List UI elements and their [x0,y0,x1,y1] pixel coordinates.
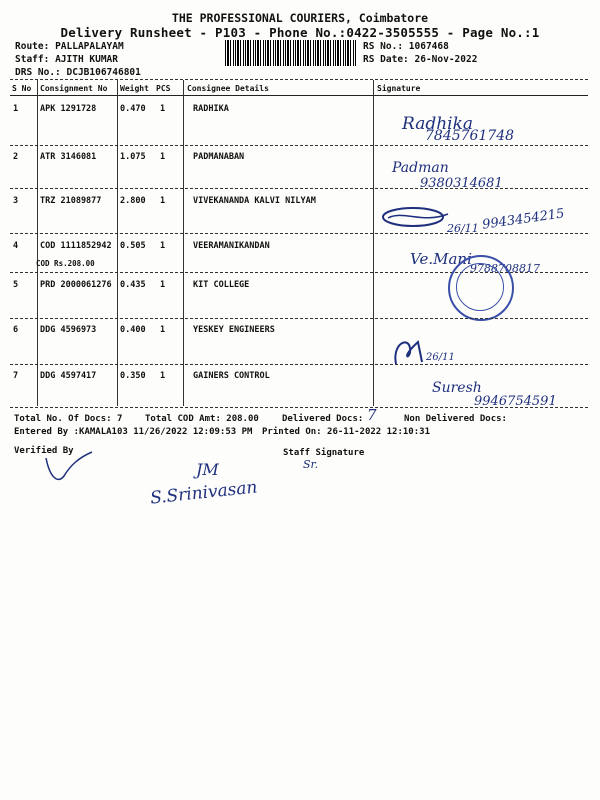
column-divider [183,80,184,406]
row-sno: 4 [13,241,19,251]
route-line [15,41,124,52]
printed-on [262,427,430,437]
staff-line [15,54,118,65]
row-weight: 0.350 [120,371,146,381]
rs-date-label: RS Date: [363,54,409,65]
delivered-docs [282,414,363,424]
row-signature: Suresh [432,380,482,396]
verified-by-label: Verified By [14,446,74,456]
row-signature: 26/11 [447,222,479,235]
row-phone: 9946754591 [474,394,557,409]
row-phone: 9788708817 [470,262,540,275]
non-delivered-docs [404,414,507,424]
row-signature: Radhika [402,114,474,134]
signature-scribble [378,202,458,234]
row-phone: 9380314681 [420,176,503,191]
row-consignment: ATR 3146081 [40,152,97,162]
col-consignee: Consignee Details [187,84,269,93]
row-signature: 26/11 [426,352,455,363]
row-pcs: 1 [160,104,166,114]
row-consignee: VEERAMANIKANDAN [193,241,270,251]
cod-amount-note: COD Rs.208.00 [36,259,95,268]
row-weight: 2.800 [120,196,146,206]
row-separator [10,145,588,146]
col-consignment: Consignment No [40,84,108,93]
rs-no-line [363,41,449,52]
route-label: Route: [15,41,50,52]
verifier-scribble [42,448,94,488]
row-consignee: YESKEY ENGINEERS [193,325,275,335]
runsheet-subtitle: Delivery Runsheet - P103 - Phone No.:0422-3505555 - Page No.:1 [60,25,540,40]
rs-date-value: 26-Nov-2022 [414,54,478,65]
rs-date-line [363,54,477,65]
row-consignee: KIT COLLEGE [193,280,250,290]
rs-no-value: 1067468 [408,41,449,52]
row-separator [10,364,588,365]
delivered-count-handwritten: 7 [367,406,377,424]
non-delivered-label: Non Delivered Docs: [404,414,507,424]
row-consignee: GAINERS CONTROL [193,371,270,381]
row-weight: 0.470 [120,104,146,114]
col-weight: Weight [120,84,149,93]
row-separator [10,233,588,234]
table-top-rule [10,79,588,80]
row-consignee: PADMANABAN [193,152,245,162]
signature-scribble [388,334,428,368]
row-pcs: 1 [160,280,166,290]
row-phone: 7845761748 [425,128,515,144]
staff-value: AJITH KUMAR [55,54,118,65]
col-sno: S No [12,84,32,93]
row-sno: 3 [13,196,19,206]
row-sno: 6 [13,325,19,335]
row-sno: 7 [13,371,19,381]
row-weight: 0.435 [120,280,146,290]
row-weight: 1.075 [120,152,146,162]
table-header-rule [10,95,588,96]
staff-signature-label: Staff Signature [283,448,365,458]
delivered-label: Delivered Docs: [282,414,364,424]
row-sno: 5 [13,280,19,290]
row-consignment: PRD 2000061276 [40,280,112,290]
row-pcs: 1 [160,325,166,335]
row-consignee: RADHIKA [193,104,229,114]
row-separator [10,318,588,319]
row-phone: 9943454215 [481,206,566,233]
row-pcs: 1 [160,196,166,206]
drs-label: DRS No.: [15,67,61,78]
row-sno: 1 [13,104,19,114]
column-divider [37,80,38,406]
row-signature: Ve.Mani [410,250,472,268]
row-consignment: DDG 4596973 [40,325,97,335]
row-consignment: TRZ 21089877 [40,196,102,206]
row-signature: Padman [392,160,449,176]
barcode-image [225,40,357,66]
row-pcs: 1 [160,152,166,162]
row-separator [10,188,588,189]
row-consignee: VIVEKANANDA KALVI NILYAM [193,196,316,206]
row-consignment: APK 1291728 [40,104,97,114]
entered-by-label: Entered By : [14,427,80,437]
total-docs-label: Total No. Of Docs: [14,414,112,424]
entered-by-value: KAMALA103 11/26/2022 12:09:53 PM [79,427,253,437]
company-title: THE PROFESSIONAL COURIERS, Coimbatore [171,11,429,25]
total-cod [145,414,259,424]
staff-label: Staff: [15,54,50,65]
row-consignment: DDG 4597417 [40,371,97,381]
row-consignment: COD 1111852942 [40,241,112,251]
printed-on-value: 26-11-2022 12:10:31 [327,427,430,437]
initials-handwritten: JM [196,460,219,479]
row-weight: 0.505 [120,241,146,251]
total-cod-label: Total COD Amt: [145,414,221,424]
row-pcs: 1 [160,371,166,381]
total-docs [14,414,122,424]
staff-signature-handwritten: Sr. [303,458,319,471]
row-pcs: 1 [160,241,166,251]
college-stamp-seal [448,255,514,321]
printed-on-label: Printed On: [262,427,322,437]
verifier-name-handwritten: S.Srinivasan [149,477,259,509]
table-bottom-rule [10,407,588,408]
entered-by [14,427,252,437]
column-divider [117,80,118,406]
total-cod-value: 208.00 [226,414,259,424]
total-docs-value: 7 [116,414,123,424]
drs-value: DCJB106746801 [66,67,141,78]
row-sno: 2 [13,152,19,162]
col-signature: Signature [377,84,421,93]
column-divider [373,80,374,406]
route-value: PALLAPALAYAM [55,41,124,52]
rs-no-label: RS No.: [363,41,404,52]
col-pcs: PCS [156,84,171,93]
row-weight: 0.400 [120,325,146,335]
drs-line [15,67,141,78]
